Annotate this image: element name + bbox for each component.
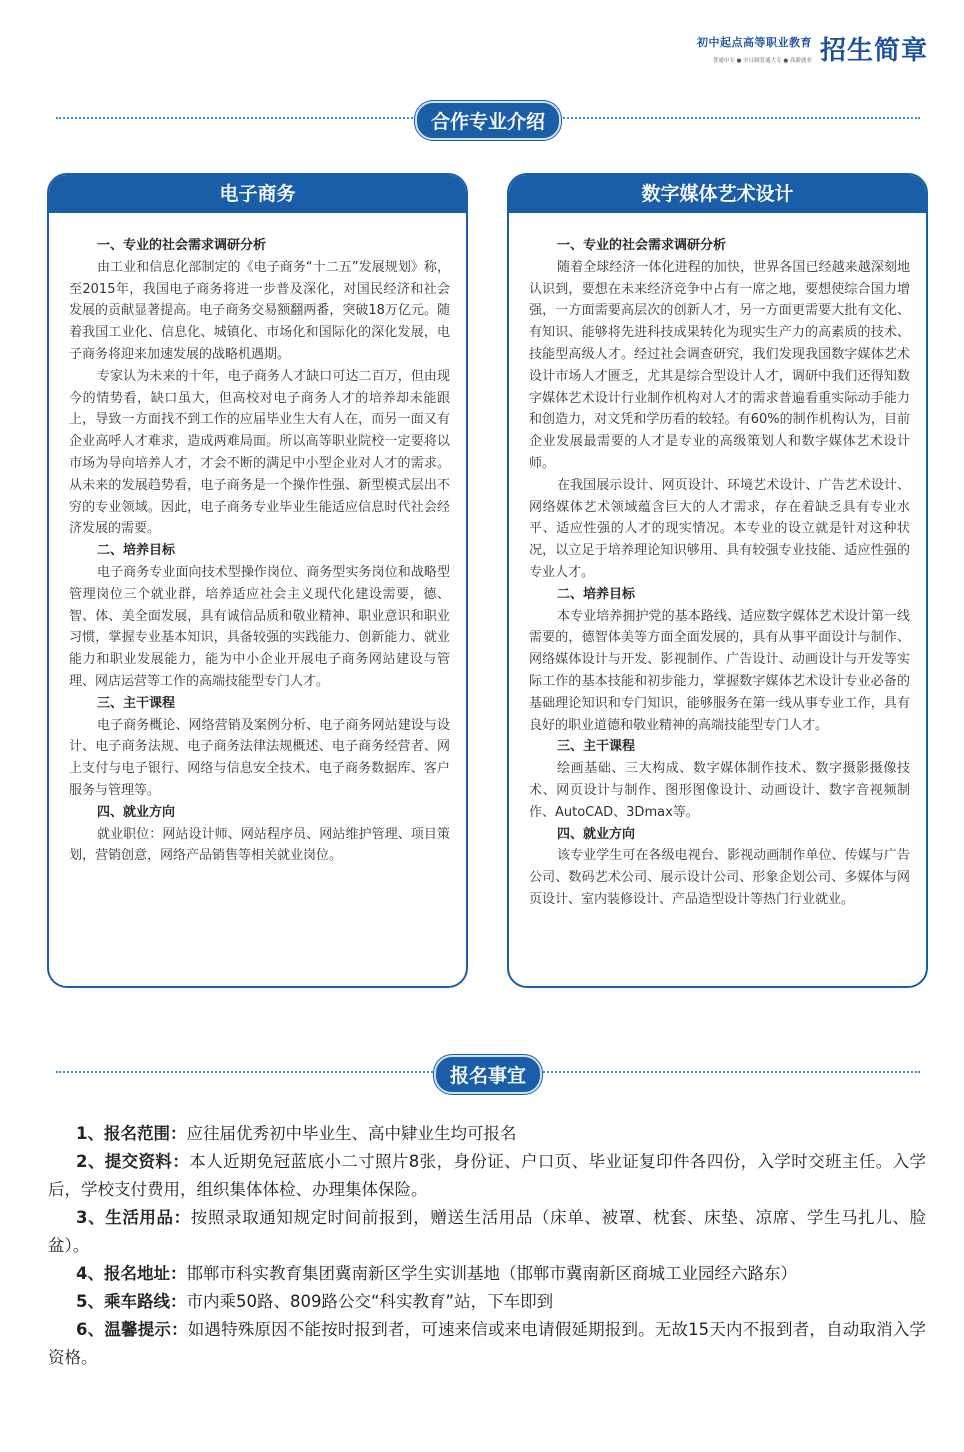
panel-ecommerce: [47, 173, 468, 988]
header-tags: 普通中专 ● 全日制普通大专 ● 高薪就业: [712, 57, 812, 64]
registration-text: 应往届优秀初中毕业生、高中肄业生均可报名: [186, 1124, 517, 1143]
registration-list: [48, 1120, 926, 1372]
section-heading: 四、就业方向: [557, 826, 636, 842]
paragraph: 在我国展示设计、网页设计、环境艺术设计、广告艺术设计、网络媒体艺术领域蕴含巨大的人才需求，存在着缺乏具有专业水平、适应性强的人才的现实情况。本专业的设立就是针对这种状况，以立足于培养理论知识够用、具有较强专业技能、适应性强的专业人才。: [529, 477, 910, 580]
section-heading: 三、主干课程: [557, 739, 636, 755]
section-heading: 一、专业的社会需求调研分析: [557, 238, 727, 253]
registration-label: 2、提交资料：: [76, 1152, 190, 1171]
section-heading: 一、专业的社会需求调研分析: [97, 238, 267, 253]
section-cooperation-bar: [56, 101, 920, 135]
registration-text: 市内乘50路、809路公交“科实教育”站，下车即到: [186, 1292, 554, 1311]
section-registration-bar: [56, 1055, 920, 1089]
paragraph: 随着全球经济一体化进程的加快，世界各国已经越来越深刻地认识到，要想在未来经济竞争中占有一席之地，要想使综合国力增强，一方面需要高层次的创新人才，另一方面更需要大批有文化、有知识、能够将先进科技成果转化为现实生产力的高素质的技术、技能型高级人才。经过社会调查研究，我们发现我国数字媒体艺术设计市场人才匮乏，尤其是综合型设计人才，调研中我们还得知数字媒体艺术设计行业制作机构对人才的需求普遍看重实际动手能力和创造力，对文凭和学历看的较轻。有60%的制作机构认为，目前企业发展最需要的人才是专业的高级策划人和数字媒体艺术设计师。: [529, 259, 910, 471]
paragraph: 就业职位：网站设计师、网站程序员、网站维护管理、项目策划，营销创意，网络产品销售等相关就业岗位。: [69, 826, 450, 864]
registration-label: 5、乘车路线：: [76, 1292, 187, 1311]
section-heading: 二、培养目标: [97, 543, 176, 559]
paragraph: 该专业学生可在各级电视台、影视动画制作单位、传媒与广告公司、数码艺术公司、展示设计公司、形象企划公司、多媒体与网页设计、室内装修设计、产品造型设计等热门行业就业。: [529, 848, 910, 907]
section-heading: 四、就业方向: [97, 804, 176, 820]
section-registration-title: 报名事宜: [434, 1055, 542, 1094]
panel-ecommerce-title: 电子商务: [49, 175, 466, 213]
registration-item: [48, 1120, 926, 1148]
header-title: 招生简章: [819, 36, 928, 66]
registration-label: 6、温馨提示：: [76, 1320, 188, 1339]
section-heading: 二、培养目标: [557, 586, 636, 602]
registration-text: 如遇特殊原因不能按时报到者，可速来信或来电请假延期报到。无故15天内不报到者，自动取消入学资格。: [48, 1320, 926, 1367]
registration-item: [48, 1204, 926, 1260]
paragraph: 电子商务专业面向技术型操作岗位、商务型实务岗位和战略型管理岗位三个就业群，培养适应社会主义现代化建设需要，德、智、体、美全面发展，具有诚信品质和敬业精神、职业意识和职业习惯，掌握专业基本知识，具备较强的实践能力、创新能力、就业能力和职业发展能力，能为中小企业开展电子商务网站建设与管理、网店运营等工作的高端技能型专门人才。: [69, 564, 450, 689]
panel-digital-media-body: [509, 213, 926, 911]
registration-text: 按照录取通知规定时间前报到，赠送生活用品（床单、被罩、枕套、床垫、凉席、学生马扎儿、脸盆）。: [48, 1208, 927, 1255]
header-subtitle: 初中起点高等职业教育: [696, 35, 812, 49]
registration-label: 1、报名范围：: [76, 1124, 187, 1143]
paragraph: 绘画基础、三大构成、数字媒体制作技术、数字摄影摄像技术、网页设计与制作、图形图像设计、动画设计、数字音视频制作、AutoCAD、3Dmax等。: [529, 761, 910, 820]
registration-item: [48, 1148, 926, 1204]
paragraph: 电子商务概论、网络营销及案例分析、电子商务网站建设与设计、电子商务法规、电子商务法律法规概述、电子商务经营者、网上支付与电子银行、网络与信息安全技术、电子商务数据库、客户服务与管理等。: [69, 717, 450, 798]
registration-item: [48, 1260, 926, 1288]
panel-digital-media: [507, 173, 928, 988]
panel-digital-media-title: 数字媒体艺术设计: [509, 175, 926, 213]
paragraph: 本专业培养拥护党的基本路线、适应数字媒体艺术设计第一线需要的，德智体美等方面全面发展的，具有从事平面设计与制作、网络媒体设计与开发、影视制作、广告设计、动画设计与开发等实际工作的基本技能和初步能力，掌握数字媒体艺术设计专业必备的基础理论知识和专门知识，能够服务在第一线从事专业工作，具有良好的职业道德和敬业精神的高端技能型专门人才。: [529, 608, 910, 733]
paragraph: 专家认为未来的十年，电子商务人才缺口可达二百万，但由现今的情势看，缺口虽大，但高校对电子商务人才的培养却未能跟上，导致一方面找不到工作的应届毕业生大有人在，而另一面又有企业高呼人才难求，造成两难局面。所以高等职业院校一定要将以市场为导向培养人才，才会不断的满足中小型企业对人才的需求。从未来的发展趋势看，电子商务是一个操作性强、新型模式层出不穷的专业领域。因此，电子商务专业毕业生能适应信息时代社会经济发展的需要。: [69, 368, 450, 537]
paragraph: 由工业和信息化部制定的《电子商务“十二五”发展规划》称，至2015年，我国电子商务将进一步普及深化，对国民经济和社会发展的贡献显著提高。电子商务交易额翻两番，突破18万亿元。随着我国工业化、信息化、城镇化、市场化和国际化的深化发展，电子商务将迎来加速发展的战略机遇期。: [69, 259, 450, 362]
panel-ecommerce-body: [49, 213, 466, 867]
registration-label: 3、生活用品：: [76, 1208, 191, 1227]
registration-item: [48, 1288, 926, 1316]
registration-item: [48, 1316, 926, 1372]
registration-text: 本人近期免冠蓝底小二寸照片8张，身份证、户口页、毕业证复印件各四份，入学时交班主任。入学后，学校支付费用，组织集体体检、办理集体保险。: [48, 1152, 927, 1199]
header-left: [697, 34, 812, 64]
page-header: [697, 30, 928, 67]
section-heading: 三、主干课程: [97, 695, 176, 711]
section-cooperation-title: 合作专业介绍: [415, 101, 561, 140]
registration-text: 邯郸市科实教育集团冀南新区学生实训基地（邯郸市冀南新区商城工业园经六路东）: [186, 1264, 797, 1283]
registration-label: 4、报名地址：: [76, 1264, 187, 1283]
